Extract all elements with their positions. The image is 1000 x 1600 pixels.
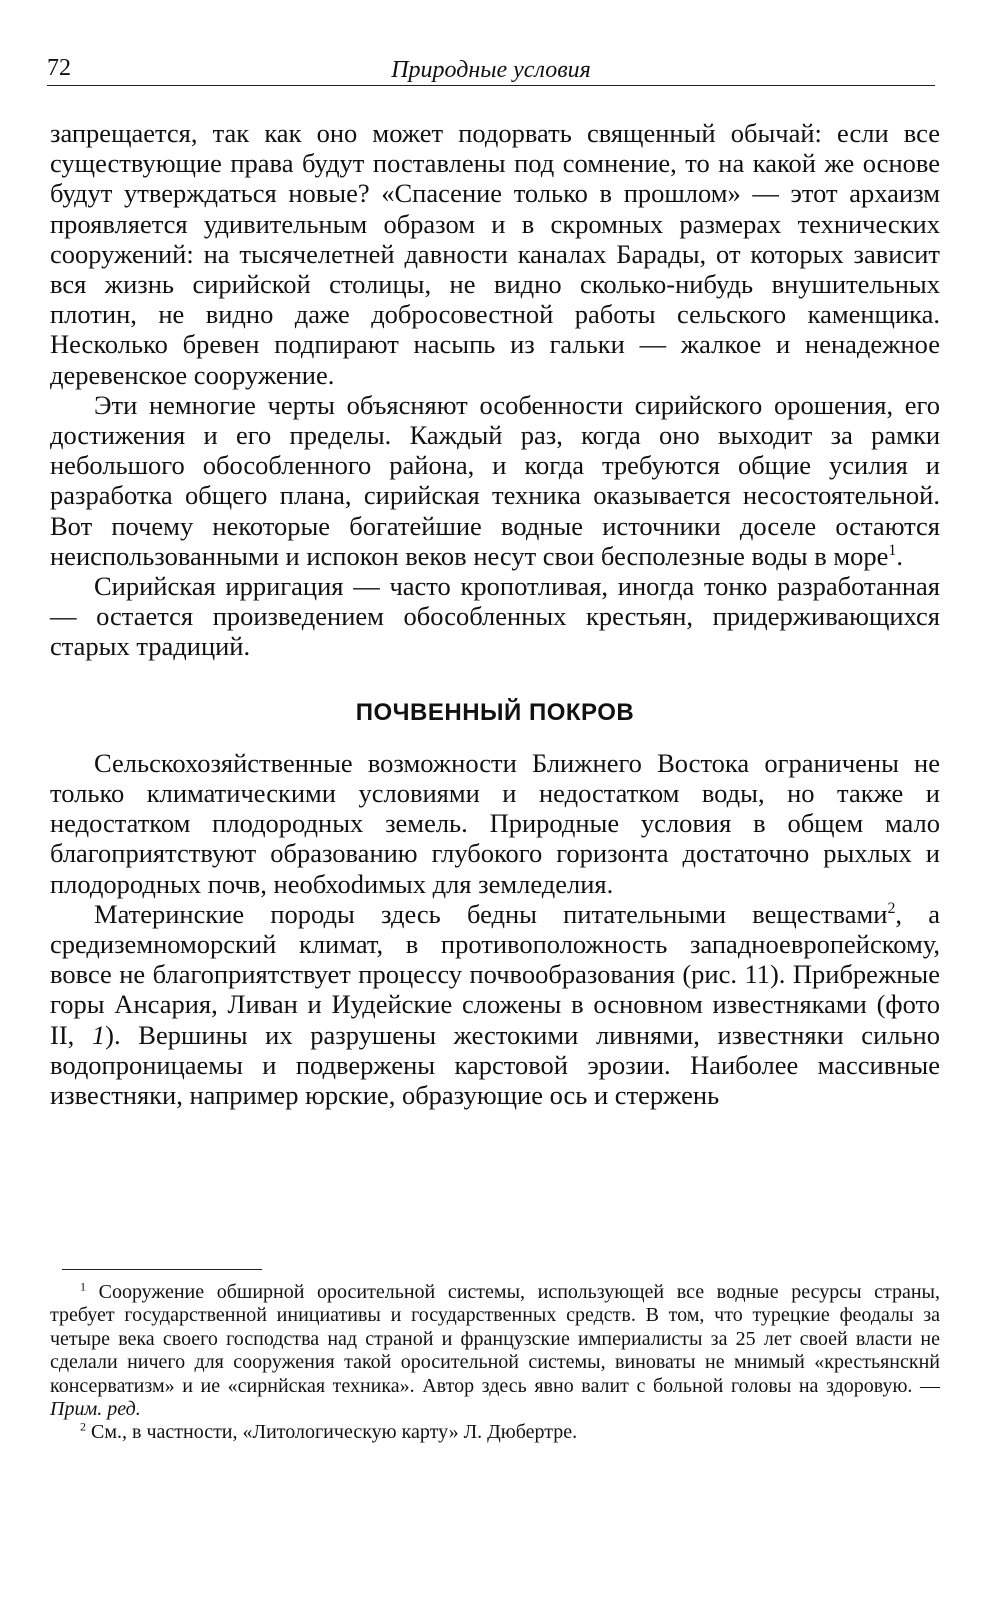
paragraph-text: ). Вершины их разрушены жестокими ливнями, известняки сильно водопроницаемы и подвержены карстовой эрозии. Наиболее массивные известняки, например юрские, образующие ось и стержень [50, 1019, 940, 1111]
section-heading: ПОЧВЕННЫЙ ПОКРОВ [355, 698, 635, 726]
page-number: 72 [47, 55, 71, 81]
paragraph-text: Материнские породы здесь бедны питательными веществами [94, 898, 888, 929]
paragraph-text: , а средиземноморский климат, в противоположность западноевропейскому, вовсе не благоприятствует процессу почвообразования (рис. 11). Прибрежные горы Ансария, Ливан и Иудейские сложены в основном известняками (фото II, [50, 898, 940, 1050]
paragraph: Сельскохозяйственные возможности Ближнего Востока ограничены не только климатическими условиями и недостатком воды, но также и недостатком плодородных земель. Природные условия в общем мало благоприятствуют образованию глубокого горизонта достаточно рыхлых и плодородных почв, необхоdимых для земледелия. [50, 747, 940, 899]
footnote-mark: 2 [80, 1419, 86, 1434]
running-title: Природные условия [391, 57, 591, 83]
footnote-mark: 1 [80, 1279, 86, 1294]
footnote-divider [62, 1269, 262, 1270]
footnote-ref[interactable]: 1 [888, 542, 897, 560]
paragraph-text: Эти немногие черты объясняют особенности сирийского орошения, его достижения и его пределы. Каждый раз, когда оно выходит за рамки небольшого обособленного района, и когда требуются общие усилия и разработка общего плана, сирийская техника оказывается несостоятельной. Вот почему некоторые богатейшие водные источники доселе остаются неиспользованными и испокон веков несут свои бесполезные воды в море [50, 389, 940, 571]
paragraph: запрещается, так как оно может подорвать священный обычай: если все существующие права будут поставлены под сомнение, то на какой же основе будут утверждаться новые? «Спасение только в прошлом» — этот архаизм проявляется удивительным образом и в скромных размерах технических сооружений: на тысячелетней давности каналах Барады, от которых зависит вся жизнь сирийской столицы, не видно сколько-нибудь внушительных плотин, не видно даже добросовестной работы сельского каменщика. Несколько бревен подпирают насыпь из гальки — жалкое и ненадежное деревенское сооружение. [50, 118, 940, 390]
footnotes [50, 1281, 940, 1445]
paragraph: Сирийская ирригация — часто кропотливая, иногда тонко разработанная — остается произведением обособленных крестьян, придерживающихся старых традиций. [50, 571, 940, 662]
footnote-ref[interactable]: 2 [887, 900, 896, 918]
page-header [47, 55, 935, 86]
photo-number: 1 [91, 1019, 106, 1050]
footnote-text: См., в частности, «Литологическую карту» Л. Дюбертре. [91, 1421, 578, 1444]
footnote [50, 1281, 940, 1421]
paragraph [50, 390, 940, 571]
paragraph-tail: . [896, 540, 903, 571]
footnote [50, 1421, 940, 1444]
main-text [50, 118, 940, 1110]
editor-note: Прим. ред. [50, 1398, 141, 1421]
footnote-text: Сооружение обширной оросительной системы, использующей все водные ресурсы страны, требует государственной инициативы и государственных средств. В том, что турецкие феодалы за четыре века своего господства над страной и французские империалисты за 25 лет своей власти не сделали ничего для сооружения такой оросительной системы, виноваты не мнимый «крестьянскнй консерватизм» и ие «сирнйская техника». Автор здесь явно валит с больной головы на здоровую. — [50, 1281, 940, 1397]
paragraph [50, 899, 940, 1110]
